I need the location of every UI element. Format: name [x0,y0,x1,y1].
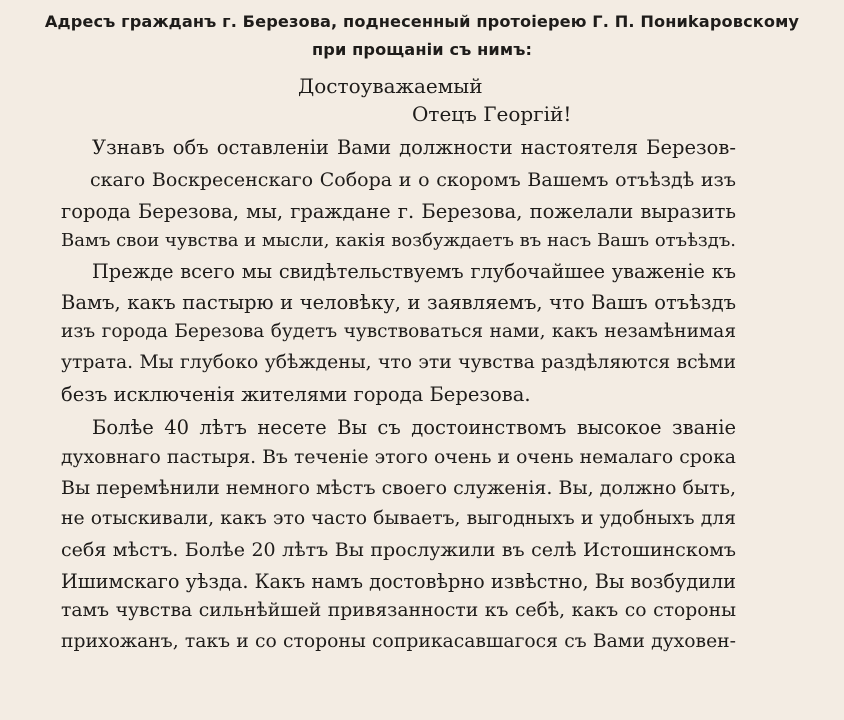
paragraph-3-line-3: Вы перемѣнили немного мѣстъ своего служенія. Вы, должно быть, [61,477,736,499]
paragraph-2-line-4: утрата. Мы глубоко убѣждены, что эти чувства раздѣляются всѣми [61,352,736,373]
paragraph-2-line-2: Вамъ, какъ пастырю и человѣку, и заявляемъ, что Вашъ отъѣздъ [61,291,736,314]
paragraph-2-line-5: безъ исключенія жителями города Березова. [61,383,531,406]
paragraph-2-line-3: изъ города Березова будетъ чувствоваться нами, какъ незамѣнимая [61,321,736,342]
paragraph-3-line-7: тамъ чувства сильнѣйшей привязанности къ себѣ, какъ со стороны [61,600,736,621]
paragraph-1-line-1: Узнавъ объ оставленіи Вами должности настоятеля Березов- [92,136,736,159]
paragraph-1-line-4: Вамъ свои чувства и мысли, какія возбуждаетъ въ насъ Вашъ отъѣздъ. [61,230,736,251]
paragraph-3-line-6: Ишимскаго уѣзда. Какъ намъ достовѣрно извѣстно, Вы возбудили [61,570,736,593]
paragraph-3-line-2: духовнаго пастыря. Въ теченіе этого очень и очень немалаго срока [61,447,736,468]
paragraph-1-line-2: скаго Воскресенскаго Собора и о скоромъ Вашемъ отъѣздѣ изъ [90,169,736,191]
salutation-line-2: Отецъ Георгій! [412,102,572,126]
paragraph-2-line-1: Прежде всего мы свидѣтельствуемъ глубочайшее уваженіе къ [92,260,736,283]
heading-line-2: при прощаніи съ нимъ: [311,40,533,59]
paragraph-3-line-5: себя мѣстъ. Болѣе 20 лѣтъ Вы прослужили въ селѣ Истошинскомъ [61,539,736,561]
paragraph-3-line-1: Болѣе 40 лѣтъ несете Вы съ достоинствомъ высокое званіе [92,416,736,439]
heading-line-1: Адресъ гражданъ г. Березова, поднесенный протоіерею Г. П. Пониkаровскому [44,12,800,31]
paragraph-3-line-4: не отыскивали, какъ это часто бываетъ, выгодныхъ и удобныхъ для [61,508,736,529]
paragraph-3-line-8: прихожанъ, такъ и со стороны соприкасавшагося съ Вами духовен- [61,631,736,652]
salutation-line-1: Достоуважаемый [298,74,483,98]
paragraph-1-line-3: города Березова, мы, граждане г. Березова, пожелали выразить [61,200,736,223]
